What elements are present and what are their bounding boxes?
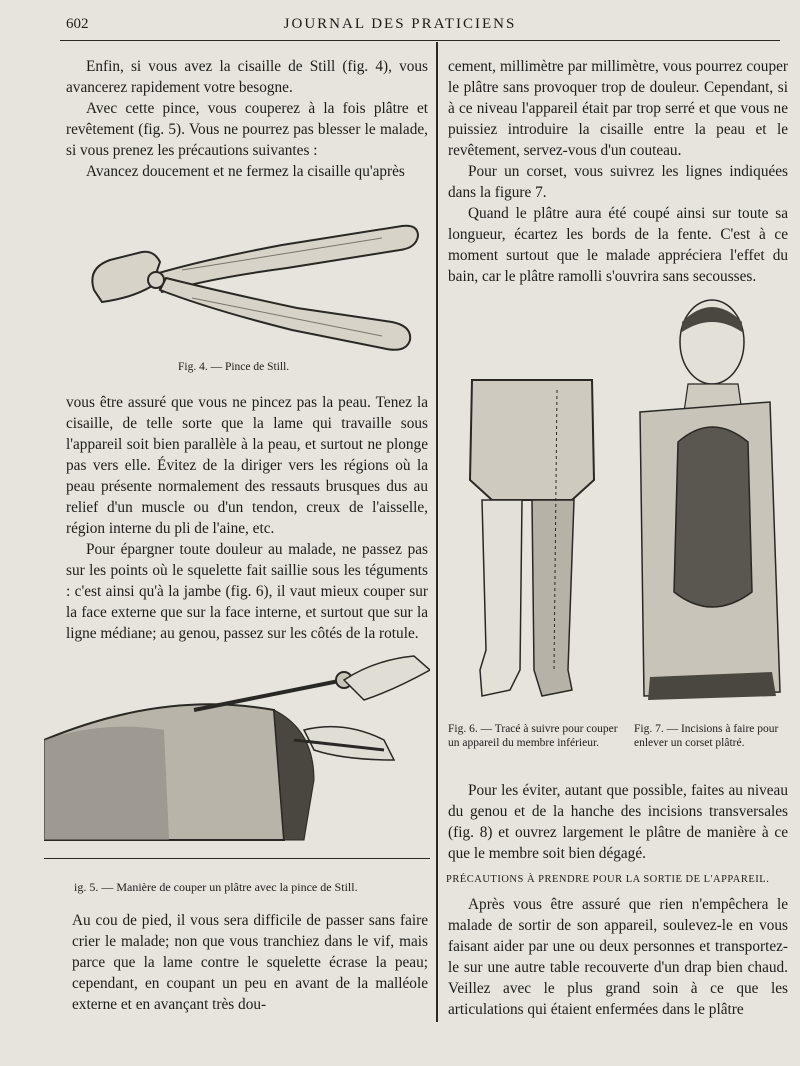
- right-p5-text: Après vous être assuré que rien n'empêchera le malade de sortir de son appareil, soulevez-le en vous faisant aider par une ou deux personnes et transportez-le sur une autre table recouverte d'un drap bien chaud. Veillez avec le plus grand soin à ce que les articulations qui étaient enfermées dans le plâtre: [448, 896, 788, 1018]
- left-paragraph-2: [66, 392, 428, 644]
- fig6-leg-cast-illustration: [462, 370, 602, 710]
- left-p6-text: Au cou de pied, il vous sera difficile de passer sans faire crier le malade; non que vous tranchiez dans le vif, mais parce que la lame contre le squelette écrase la peau; cependant, en coupant un peu en avant de la malléole externe et en avançant très dou-: [72, 912, 428, 1013]
- journal-title: JOURNAL DES PRATICIENS: [283, 16, 517, 32]
- left-p5-text: Pour épargner toute douleur au malade, ne passez pas sur les points où le squelette fait saillie sous les téguments : c'est ainsi qu'à la jambe (fig. 6), il vaut mieux couper sur la face externe que sur la face interne, et surtout que sur la ligne médiane; au genou, passez sur les côtés de la rotule.: [66, 541, 428, 642]
- left-paragraph-3: [72, 910, 428, 1015]
- right-paragraph-3: [448, 894, 788, 1020]
- section-heading: PRÉCAUTIONS À PRENDRE POUR LA SORTIE DE L'APPAREIL.: [446, 874, 770, 885]
- left-p1-text: Enfin, si vous avez la cisaille de Still (fig. 4), vous avancerez rapidement votre besogne.: [66, 58, 428, 96]
- right-p1-text: cement, millimètre par millimètre, vous pourrez couper le plâtre sans provoquer trop de douleur. Cependant, si à ce niveau l'appareil était par trop serré et que vous ne puissiez introduire la cisaille entre la peau et le revêtement, servez-vous d'un couteau.: [448, 58, 788, 159]
- fig4-still-shears-illustration: [82, 220, 422, 360]
- fig7-caption: Fig. 7. — Incisions à faire pour enlever un corset plâtré.: [634, 723, 779, 749]
- fig4-caption: Fig. 4. — Pince de Still.: [178, 361, 290, 373]
- right-p3-text: Quand le plâtre aura été coupé ainsi sur toute sa longueur, écartez les bords de la fente. C'est à ce moment surtout que le malade appréciera l'effet du bain, car le plâtre ramolli s'ouvrira sans secousses.: [448, 205, 788, 285]
- column-divider: [436, 42, 438, 1022]
- left-p2-text: Avec cette pince, vous couperez à la fois plâtre et revêtement (fig. 5). Vous ne pourrez pas blesser le malade, si vous prenez les précautions suivantes :: [66, 100, 428, 159]
- right-paragraph-1: [448, 56, 788, 287]
- header-rule: [60, 40, 780, 41]
- fig5-caption: ig. 5. — Manière de couper un plâtre avec la pince de Still.: [74, 880, 358, 894]
- left-p4-text: vous être assuré que vous ne pincez pas la peau. Tenez la cisaille, de telle sorte que la lame qui travaille sous l'appareil soit bien parallèle à la peau, et surtout ne plonge pas vers elle. Évitez de la diriger vers les régions où la peau présente normalement des ressauts brusques dus au relief d'un muscle ou d'un tendon, creux de l'aisselle, région interne du pli de l'aine, etc.: [66, 394, 428, 537]
- right-p2-text: Pour un corset, vous suivrez les lignes indiquées dans la figure 7.: [448, 163, 788, 201]
- left-paragraph-1: [66, 56, 428, 182]
- fig7-corset-illustration: [620, 292, 790, 704]
- right-paragraph-2: [448, 780, 788, 864]
- fig5-cutting-cast-illustration: [44, 650, 430, 850]
- page-number: 602: [66, 16, 89, 32]
- page-header: [0, 0, 800, 40]
- right-p4-text: Pour les éviter, autant que possible, faites au niveau du genou et de la hanche des incisions transversales (fig. 8) et ouvrez largement le plâtre de manière à ce que le membre soit bien dégagé.: [448, 782, 788, 862]
- fig6-caption: Fig. 6. — Tracé à suivre pour couper un appareil du membre inférieur.: [448, 723, 618, 749]
- left-p3-text: Avancez doucement et ne fermez la cisaille qu'après: [86, 163, 405, 180]
- fig5-rule: [44, 858, 430, 859]
